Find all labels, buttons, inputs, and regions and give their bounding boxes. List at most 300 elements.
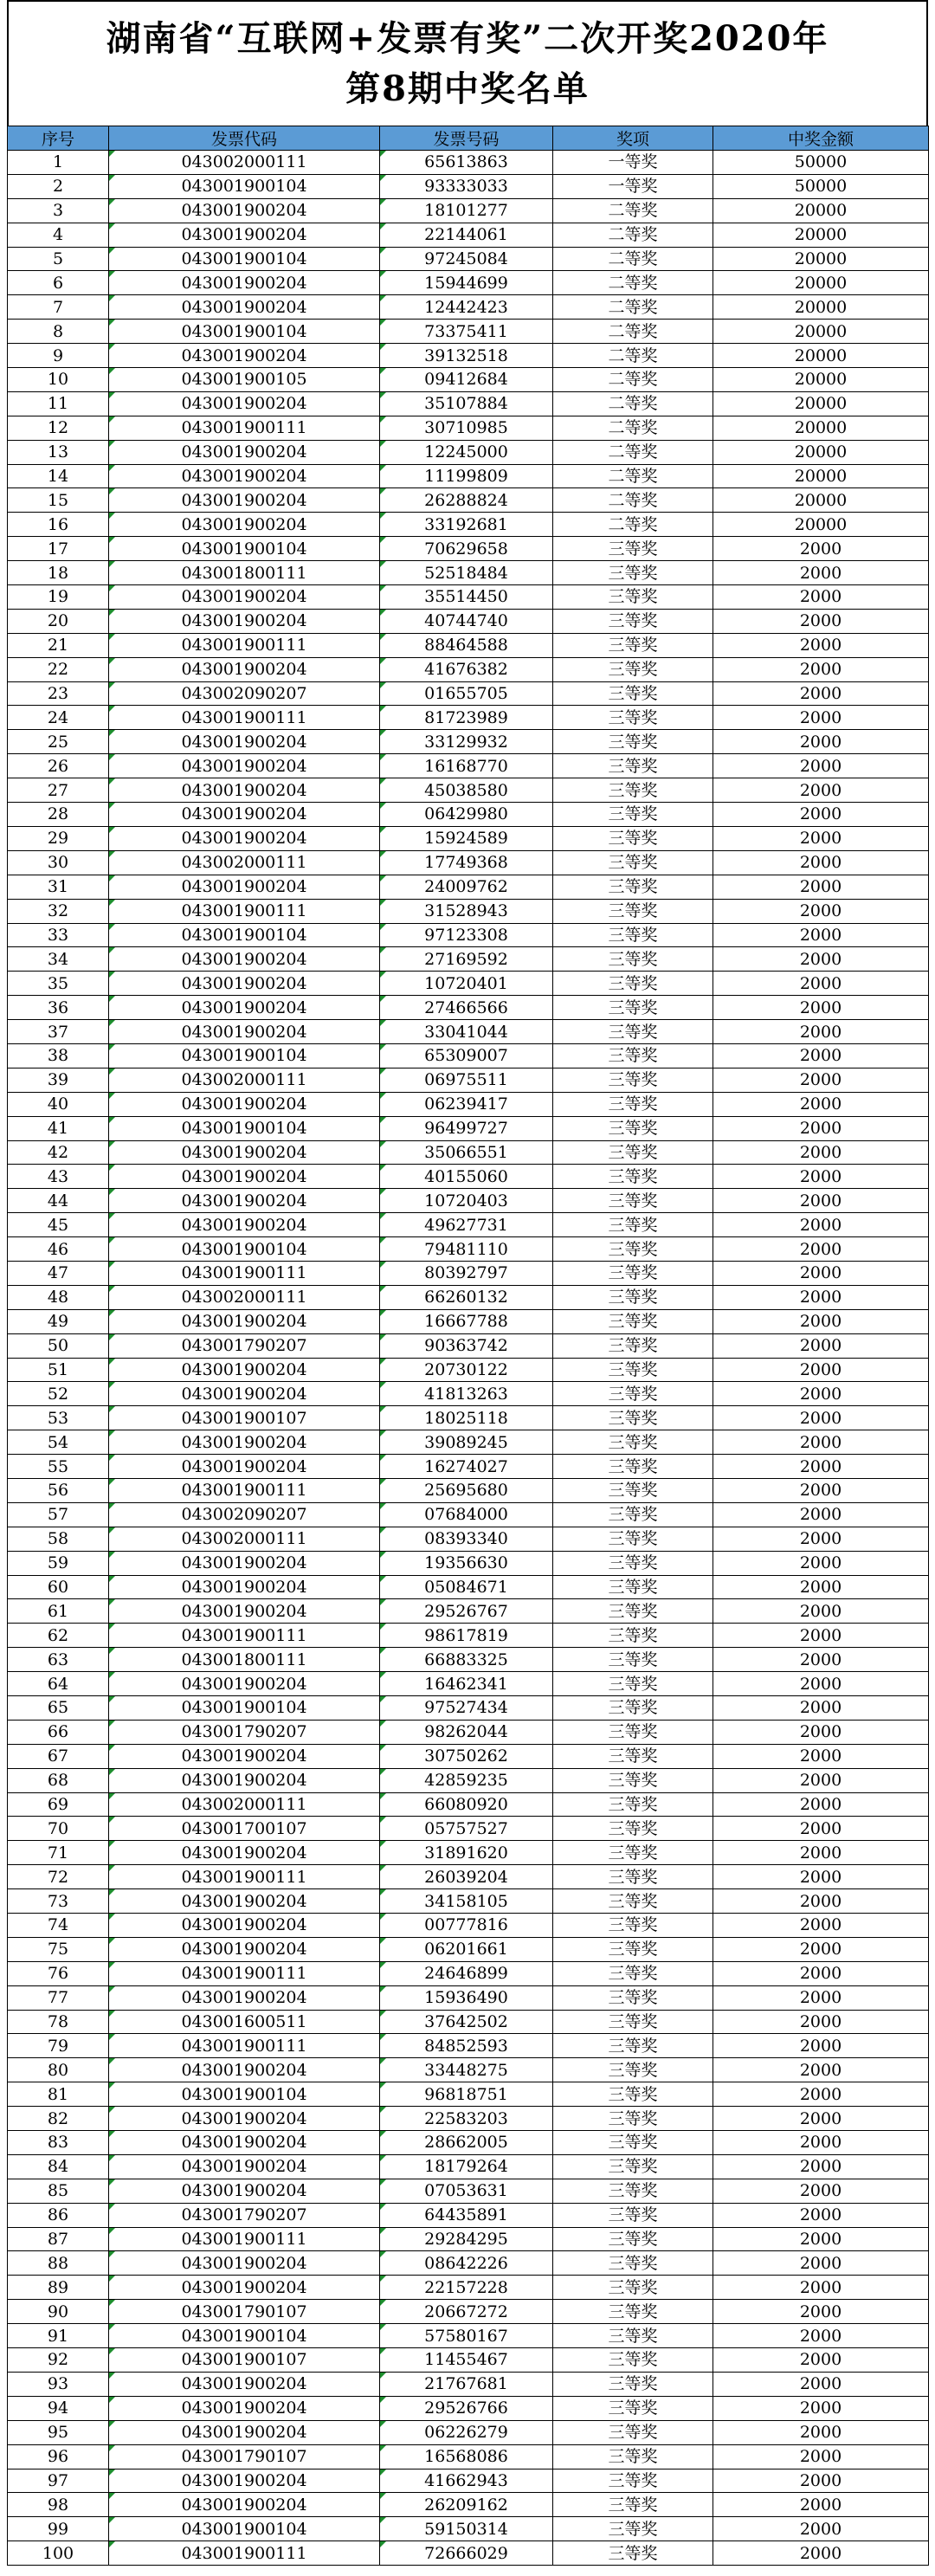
cell-amount: 2000 xyxy=(713,1768,929,1792)
cell-index: 26 xyxy=(8,754,109,778)
cell-amount: 2000 xyxy=(713,730,929,754)
cell-invoice-number: 90363742 xyxy=(380,1333,553,1358)
cell-amount: 2000 xyxy=(713,1961,929,1985)
cell-index: 90 xyxy=(8,2300,109,2324)
cell-prize: 三等奖 xyxy=(553,2251,713,2276)
cell-amount: 2000 xyxy=(713,2251,929,2276)
table-row xyxy=(8,1068,929,1092)
cell-invoice-code: 043001900204 xyxy=(109,2469,380,2493)
cell-invoice-number: 29284295 xyxy=(380,2227,553,2251)
cell-amount: 20000 xyxy=(713,416,929,440)
cell-index: 44 xyxy=(8,1189,109,1213)
cell-index: 7 xyxy=(8,295,109,320)
cell-amount: 2000 xyxy=(713,2444,929,2469)
cell-invoice-code: 043001900204 xyxy=(109,1382,380,1406)
cell-prize: 三等奖 xyxy=(553,1937,713,1961)
table-row xyxy=(8,2203,929,2227)
cell-amount: 2000 xyxy=(713,1792,929,1817)
cell-index: 17 xyxy=(8,537,109,561)
cell-invoice-number: 33129932 xyxy=(380,730,553,754)
cell-invoice-number: 96818751 xyxy=(380,2082,553,2107)
table-row xyxy=(8,368,929,392)
table-row xyxy=(8,1382,929,1406)
cell-invoice-number: 59150314 xyxy=(380,2517,553,2541)
cell-index: 39 xyxy=(8,1068,109,1092)
cell-invoice-number: 15924589 xyxy=(380,826,553,850)
table-row xyxy=(8,1792,929,1817)
cell-index: 97 xyxy=(8,2469,109,2493)
cell-invoice-number: 41676382 xyxy=(380,657,553,681)
cell-amount: 2000 xyxy=(713,1817,929,1841)
cell-prize: 二等奖 xyxy=(553,391,713,416)
cell-invoice-number: 06239417 xyxy=(380,1092,553,1116)
cell-amount: 2000 xyxy=(713,1309,929,1333)
cell-index: 95 xyxy=(8,2420,109,2444)
cell-prize: 三等奖 xyxy=(553,1116,713,1140)
cell-invoice-code: 043001900204 xyxy=(109,1889,380,1914)
cell-prize: 二等奖 xyxy=(553,488,713,513)
cell-invoice-code: 043001900204 xyxy=(109,947,380,972)
table-row xyxy=(8,2517,929,2541)
cell-invoice-code: 043001900204 xyxy=(109,198,380,223)
cell-prize: 三等奖 xyxy=(553,2082,713,2107)
cell-invoice-number: 18179264 xyxy=(380,2154,553,2179)
cell-prize: 三等奖 xyxy=(553,1624,713,1648)
cell-invoice-code: 043001900204 xyxy=(109,1551,380,1575)
cell-amount: 2000 xyxy=(713,1261,929,1285)
table-row xyxy=(8,416,929,440)
cell-prize: 三等奖 xyxy=(553,2396,713,2420)
cell-invoice-code: 043002000111 xyxy=(109,850,380,875)
cell-invoice-number: 30710985 xyxy=(380,416,553,440)
cell-index: 23 xyxy=(8,681,109,706)
cell-invoice-number: 18025118 xyxy=(380,1406,553,1430)
cell-prize: 三等奖 xyxy=(553,1455,713,1479)
cell-invoice-code: 043001900104 xyxy=(109,2517,380,2541)
table-row xyxy=(8,2372,929,2396)
cell-amount: 2000 xyxy=(713,706,929,730)
table-row xyxy=(8,681,929,706)
cell-invoice-number: 24646899 xyxy=(380,1961,553,1985)
cell-invoice-number: 08393340 xyxy=(380,1527,553,1551)
table-row xyxy=(8,2348,929,2373)
cell-index: 71 xyxy=(8,1841,109,1865)
cell-index: 91 xyxy=(8,2324,109,2348)
cell-invoice-code: 043001900111 xyxy=(109,1261,380,1285)
cell-amount: 2000 xyxy=(713,657,929,681)
table-row xyxy=(8,899,929,923)
cell-amount: 2000 xyxy=(713,1189,929,1213)
cell-invoice-code: 043001790207 xyxy=(109,1333,380,1358)
cell-index: 13 xyxy=(8,440,109,464)
cell-invoice-number: 33192681 xyxy=(380,513,553,537)
table-row xyxy=(8,488,929,513)
cell-prize: 三等奖 xyxy=(553,1237,713,1262)
cell-invoice-number: 31891620 xyxy=(380,1841,553,1865)
cell-invoice-code: 043001900111 xyxy=(109,416,380,440)
cell-prize: 三等奖 xyxy=(553,561,713,585)
cell-amount: 2000 xyxy=(713,947,929,972)
cell-index: 89 xyxy=(8,2276,109,2300)
cell-amount: 2000 xyxy=(713,2154,929,2179)
cell-index: 62 xyxy=(8,1624,109,1648)
cell-index: 61 xyxy=(8,1599,109,1624)
cell-amount: 2000 xyxy=(713,2082,929,2107)
cell-invoice-code: 043001790207 xyxy=(109,2203,380,2227)
cell-invoice-number: 35107884 xyxy=(380,391,553,416)
cell-invoice-code: 043002000111 xyxy=(109,1068,380,1092)
table-row xyxy=(8,1455,929,1479)
cell-prize: 三等奖 xyxy=(553,1285,713,1309)
cell-prize: 一等奖 xyxy=(553,174,713,198)
cell-invoice-code: 043001900104 xyxy=(109,1043,380,1068)
cell-index: 5 xyxy=(8,247,109,271)
cell-invoice-code: 043001800111 xyxy=(109,1648,380,1672)
cell-index: 43 xyxy=(8,1165,109,1189)
cell-invoice-code: 043001900204 xyxy=(109,2058,380,2082)
cell-amount: 2000 xyxy=(713,1455,929,1479)
cell-index: 84 xyxy=(8,2154,109,2179)
cell-invoice-number: 05757527 xyxy=(380,1817,553,1841)
cell-amount: 2000 xyxy=(713,1213,929,1237)
cell-index: 59 xyxy=(8,1551,109,1575)
cell-index: 88 xyxy=(8,2251,109,2276)
table-row xyxy=(8,1237,929,1262)
cell-invoice-code: 043001900204 xyxy=(109,295,380,320)
cell-prize: 三等奖 xyxy=(553,1068,713,1092)
cell-prize: 三等奖 xyxy=(553,803,713,827)
cell-amount: 20000 xyxy=(713,440,929,464)
cell-invoice-code: 043001900204 xyxy=(109,2276,380,2300)
table-row xyxy=(8,1551,929,1575)
cell-invoice-code: 043001900111 xyxy=(109,1961,380,1985)
cell-amount: 2000 xyxy=(713,2517,929,2541)
cell-index: 4 xyxy=(8,223,109,247)
cell-index: 65 xyxy=(8,1696,109,1721)
table-row xyxy=(8,1937,929,1961)
cell-prize: 三等奖 xyxy=(553,585,713,610)
cell-index: 80 xyxy=(8,2058,109,2082)
cell-invoice-code: 043001900104 xyxy=(109,320,380,344)
cell-amount: 2000 xyxy=(713,1937,929,1961)
cell-invoice-code: 043001900204 xyxy=(109,1358,380,1382)
cell-invoice-number: 28662005 xyxy=(380,2131,553,2155)
cell-prize: 二等奖 xyxy=(553,320,713,344)
cell-invoice-number: 35514450 xyxy=(380,585,553,610)
cell-index: 86 xyxy=(8,2203,109,2227)
cell-invoice-number: 10720401 xyxy=(380,972,553,996)
cell-index: 67 xyxy=(8,1744,109,1768)
table-row xyxy=(8,609,929,633)
cell-invoice-number: 34158105 xyxy=(380,1889,553,1914)
cell-index: 29 xyxy=(8,826,109,850)
cell-invoice-code: 043001900204 xyxy=(109,2107,380,2131)
cell-prize: 三等奖 xyxy=(553,1478,713,1502)
cell-prize: 三等奖 xyxy=(553,923,713,947)
cell-invoice-code: 043001900104 xyxy=(109,537,380,561)
cell-amount: 2000 xyxy=(713,996,929,1020)
cell-invoice-code: 043001900104 xyxy=(109,1116,380,1140)
cell-prize: 二等奖 xyxy=(553,247,713,271)
cell-amount: 2000 xyxy=(713,972,929,996)
cell-invoice-number: 27466566 xyxy=(380,996,553,1020)
cell-invoice-number: 98617819 xyxy=(380,1624,553,1648)
cell-amount: 2000 xyxy=(713,1043,929,1068)
cell-invoice-code: 043001900204 xyxy=(109,826,380,850)
cell-amount: 2000 xyxy=(713,1914,929,1938)
table-row xyxy=(8,1285,929,1309)
table-row xyxy=(8,1116,929,1140)
cell-invoice-code: 043001900204 xyxy=(109,223,380,247)
cell-prize: 三等奖 xyxy=(553,1744,713,1768)
cell-amount: 2000 xyxy=(713,2107,929,2131)
table-row xyxy=(8,730,929,754)
cell-amount: 2000 xyxy=(713,1575,929,1599)
cell-amount: 2000 xyxy=(713,2227,929,2251)
cell-index: 42 xyxy=(8,1140,109,1165)
cell-prize: 三等奖 xyxy=(553,1527,713,1551)
cell-invoice-number: 37642502 xyxy=(380,2010,553,2034)
cell-amount: 2000 xyxy=(713,2396,929,2420)
cell-invoice-code: 043002000111 xyxy=(109,151,380,175)
cell-invoice-number: 65309007 xyxy=(380,1043,553,1068)
cell-invoice-number: 26288824 xyxy=(380,488,553,513)
cell-amount: 20000 xyxy=(713,271,929,295)
table-row xyxy=(8,1140,929,1165)
cell-invoice-code: 043001900204 xyxy=(109,271,380,295)
cell-prize: 三等奖 xyxy=(553,1889,713,1914)
cell-prize: 三等奖 xyxy=(553,609,713,633)
cell-invoice-code: 043001900204 xyxy=(109,730,380,754)
cell-prize: 三等奖 xyxy=(553,778,713,803)
cell-invoice-number: 72666029 xyxy=(380,2541,553,2566)
cell-index: 12 xyxy=(8,416,109,440)
cell-amount: 2000 xyxy=(713,1165,929,1189)
cell-invoice-number: 20667272 xyxy=(380,2300,553,2324)
cell-index: 1 xyxy=(8,151,109,175)
cell-invoice-code: 043001900111 xyxy=(109,899,380,923)
cell-prize: 三等奖 xyxy=(553,1092,713,1116)
cell-invoice-code: 043001900204 xyxy=(109,2420,380,2444)
cell-index: 3 xyxy=(8,198,109,223)
cell-invoice-number: 65613863 xyxy=(380,151,553,175)
cell-prize: 三等奖 xyxy=(553,947,713,972)
cell-invoice-code: 043001900204 xyxy=(109,1575,380,1599)
cell-prize: 二等奖 xyxy=(553,295,713,320)
cell-invoice-code: 043001900104 xyxy=(109,2324,380,2348)
cell-amount: 20000 xyxy=(713,488,929,513)
header-invoice-number: 发票号码 xyxy=(380,126,553,151)
cell-amount: 2000 xyxy=(713,2324,929,2348)
cell-invoice-number: 57580167 xyxy=(380,2324,553,2348)
cell-index: 64 xyxy=(8,1672,109,1696)
table-row xyxy=(8,2469,929,2493)
table-row xyxy=(8,1213,929,1237)
cell-invoice-code: 043001900204 xyxy=(109,1914,380,1938)
cell-invoice-code: 043001900204 xyxy=(109,657,380,681)
cell-invoice-number: 22144061 xyxy=(380,223,553,247)
cell-prize: 三等奖 xyxy=(553,657,713,681)
table-row xyxy=(8,1768,929,1792)
cell-prize: 三等奖 xyxy=(553,1865,713,1889)
cell-invoice-code: 043001900204 xyxy=(109,1937,380,1961)
table-row xyxy=(8,174,929,198)
cell-index: 57 xyxy=(8,1502,109,1527)
table-row xyxy=(8,1914,929,1938)
cell-prize: 三等奖 xyxy=(553,2034,713,2058)
cell-invoice-number: 16168770 xyxy=(380,754,553,778)
cell-invoice-number: 26209162 xyxy=(380,2493,553,2517)
cell-invoice-number: 05084671 xyxy=(380,1575,553,1599)
cell-index: 45 xyxy=(8,1213,109,1237)
table-row xyxy=(8,1043,929,1068)
cell-invoice-number: 98262044 xyxy=(380,1720,553,1744)
cell-amount: 2000 xyxy=(713,1430,929,1455)
cell-index: 15 xyxy=(8,488,109,513)
cell-invoice-number: 16667788 xyxy=(380,1309,553,1333)
table-row xyxy=(8,1696,929,1721)
cell-invoice-code: 043001790207 xyxy=(109,1720,380,1744)
cell-prize: 三等奖 xyxy=(553,1043,713,1068)
cell-invoice-code: 043001900204 xyxy=(109,1092,380,1116)
cell-index: 24 xyxy=(8,706,109,730)
cell-index: 73 xyxy=(8,1889,109,1914)
cell-amount: 2000 xyxy=(713,2420,929,2444)
cell-index: 31 xyxy=(8,875,109,899)
cell-index: 20 xyxy=(8,609,109,633)
table-row xyxy=(8,1865,929,1889)
header-row xyxy=(8,126,929,151)
cell-prize: 三等奖 xyxy=(553,1261,713,1285)
table-row xyxy=(8,2058,929,2082)
cell-invoice-code: 043001900204 xyxy=(109,972,380,996)
cell-invoice-code: 043001900204 xyxy=(109,1189,380,1213)
cell-invoice-number: 26039204 xyxy=(380,1865,553,1889)
cell-prize: 三等奖 xyxy=(553,2107,713,2131)
table-row xyxy=(8,1092,929,1116)
cell-invoice-number: 96499727 xyxy=(380,1116,553,1140)
cell-index: 60 xyxy=(8,1575,109,1599)
cell-index: 25 xyxy=(8,730,109,754)
cell-amount: 2000 xyxy=(713,2179,929,2203)
cell-prize: 三等奖 xyxy=(553,2469,713,2493)
cell-index: 46 xyxy=(8,1237,109,1262)
table-row xyxy=(8,1261,929,1285)
cell-prize: 三等奖 xyxy=(553,2372,713,2396)
table-row xyxy=(8,1961,929,1985)
cell-amount: 2000 xyxy=(713,2131,929,2155)
header-amount: 中奖金额 xyxy=(713,126,929,151)
cell-invoice-number: 35066551 xyxy=(380,1140,553,1165)
cell-invoice-number: 66883325 xyxy=(380,1648,553,1672)
cell-prize: 三等奖 xyxy=(553,2517,713,2541)
cell-invoice-number: 97123308 xyxy=(380,923,553,947)
cell-invoice-code: 043001900111 xyxy=(109,1624,380,1648)
cell-prize: 三等奖 xyxy=(553,2227,713,2251)
table-row xyxy=(8,875,929,899)
cell-index: 54 xyxy=(8,1430,109,1455)
cell-index: 28 xyxy=(8,803,109,827)
cell-index: 96 xyxy=(8,2444,109,2469)
cell-prize: 三等奖 xyxy=(553,1768,713,1792)
cell-invoice-number: 16568086 xyxy=(380,2444,553,2469)
cell-invoice-code: 043001900204 xyxy=(109,1213,380,1237)
cell-index: 68 xyxy=(8,1768,109,1792)
cell-prize: 三等奖 xyxy=(553,899,713,923)
cell-prize: 三等奖 xyxy=(553,1914,713,1938)
cell-amount: 2000 xyxy=(713,1744,929,1768)
table-row xyxy=(8,513,929,537)
table-row xyxy=(8,2082,929,2107)
cell-invoice-number: 80392797 xyxy=(380,1261,553,1285)
cell-index: 63 xyxy=(8,1648,109,1672)
cell-invoice-code: 043001900204 xyxy=(109,1140,380,1165)
cell-index: 100 xyxy=(8,2541,109,2566)
cell-invoice-number: 09412684 xyxy=(380,368,553,392)
table-row xyxy=(8,2324,929,2348)
cell-index: 30 xyxy=(8,850,109,875)
cell-invoice-code: 043001790107 xyxy=(109,2444,380,2469)
cell-invoice-code: 043001900204 xyxy=(109,2154,380,2179)
cell-amount: 2000 xyxy=(713,875,929,899)
cell-invoice-code: 043002090207 xyxy=(109,681,380,706)
cell-invoice-code: 043001900204 xyxy=(109,875,380,899)
header-index: 序号 xyxy=(8,126,109,151)
cell-index: 14 xyxy=(8,464,109,488)
table-row xyxy=(8,2179,929,2203)
cell-invoice-code: 043001900111 xyxy=(109,633,380,657)
cell-invoice-code: 043001900204 xyxy=(109,2493,380,2517)
table-row xyxy=(8,1189,929,1213)
table-row xyxy=(8,320,929,344)
cell-invoice-number: 10720403 xyxy=(380,1189,553,1213)
cell-amount: 2000 xyxy=(713,778,929,803)
cell-index: 51 xyxy=(8,1358,109,1382)
table-row xyxy=(8,633,929,657)
table-row xyxy=(8,706,929,730)
page-subtitle: 第8期中奖名单 xyxy=(345,68,590,109)
cell-index: 47 xyxy=(8,1261,109,1285)
cell-index: 27 xyxy=(8,778,109,803)
cell-invoice-number: 41662943 xyxy=(380,2469,553,2493)
cell-invoice-number: 93333033 xyxy=(380,174,553,198)
table-row xyxy=(8,657,929,681)
cell-index: 35 xyxy=(8,972,109,996)
cell-invoice-code: 043001900111 xyxy=(109,1865,380,1889)
cell-invoice-code: 043001900107 xyxy=(109,2348,380,2373)
table-row xyxy=(8,344,929,368)
cell-amount: 20000 xyxy=(713,223,929,247)
cell-invoice-code: 043001900111 xyxy=(109,2541,380,2566)
cell-invoice-number: 20730122 xyxy=(380,1358,553,1382)
table-row xyxy=(8,2227,929,2251)
table-row xyxy=(8,537,929,561)
cell-invoice-number: 06975511 xyxy=(380,1068,553,1092)
cell-amount: 2000 xyxy=(713,1624,929,1648)
table-row xyxy=(8,464,929,488)
cell-invoice-number: 64435891 xyxy=(380,2203,553,2227)
cell-invoice-number: 73375411 xyxy=(380,320,553,344)
cell-amount: 2000 xyxy=(713,803,929,827)
cell-invoice-number: 17749368 xyxy=(380,850,553,875)
table-row xyxy=(8,947,929,972)
cell-prize: 三等奖 xyxy=(553,2444,713,2469)
table-row xyxy=(8,850,929,875)
cell-invoice-number: 97527434 xyxy=(380,1696,553,1721)
cell-invoice-code: 043001900204 xyxy=(109,585,380,610)
cell-index: 94 xyxy=(8,2396,109,2420)
cell-amount: 2000 xyxy=(713,2372,929,2396)
